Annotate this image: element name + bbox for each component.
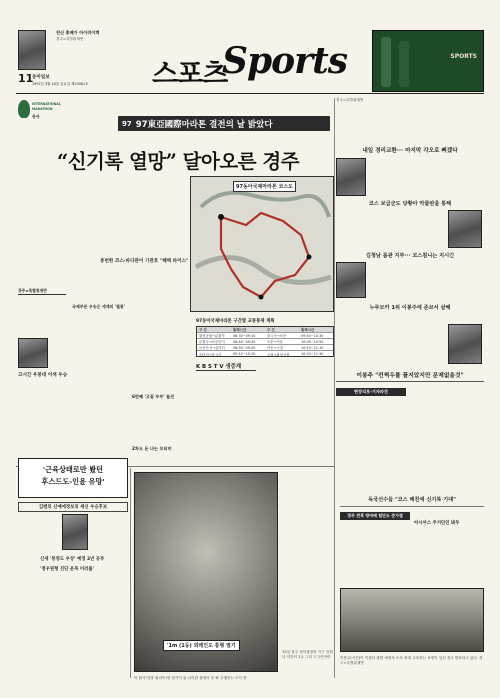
table-cell: 황성공원→분황사 [199, 334, 225, 338]
table-header: 구 간 [199, 328, 207, 332]
bottom-right-subhead-3: 아시아스 주거단인 봐두 [414, 521, 460, 526]
bottom-right-body-2 [414, 530, 484, 582]
runner-photo-1 [336, 158, 366, 196]
right-subhead-2: 코스 보급군도 당황아 악물판울 통해 [368, 201, 452, 207]
bottom-left-subhead-3: '정우원형 진단 운목 미러를' [40, 567, 94, 572]
map-title: 97동아국제마라톤 코스도 [233, 181, 296, 192]
photo-label: '1m (1등) 외레인도 통형 열기 [163, 640, 240, 651]
map-caption: 97동아국제마라톤 구간별 교통통제 계획 [196, 319, 275, 324]
bottom-right-subhead-2: 경주 전북 방마배 팀단도 준가점 [340, 512, 410, 520]
right-body-2 [336, 210, 444, 246]
table-cell: 08:50~09:40 [233, 345, 256, 350]
page-number: 11 [18, 72, 34, 85]
ad-side-text: SPORTS [450, 53, 477, 60]
table-cell: 10:20~11:30 [301, 352, 324, 356]
photo-caption-left-text: 이 환사가(클 필리이러) 참가지 위 나이런 출정의 봉 좌 추행하는 모사 중 [134, 676, 247, 680]
course-map-svg [191, 177, 335, 313]
right-subhead-5: 이봉주 "컨쩍우를 플지았지만 문제없을것" [356, 373, 464, 379]
paper-name: 동아일보 [32, 75, 50, 80]
table-cell: 보문→덕동 [267, 340, 283, 344]
runner-photo-3 [336, 262, 366, 298]
body-col-1 [18, 172, 68, 284]
kicker-banner [118, 116, 330, 131]
right-top-body: 경주=특별취재반 [336, 98, 364, 102]
training-caption-text: 이봉주(사진)이 이겼다 출발 예정자 도독 최대 교육하는 표정이 입선 경주 발표하고 있다. 경주=특별취재반 [340, 656, 483, 665]
bottom-mid-body [282, 472, 334, 648]
section-title-en: Sports [222, 40, 348, 82]
teaser-title: 천신 홍폐가 아이러이켁 [56, 30, 100, 35]
teaser-photo [18, 30, 46, 70]
right-body-6 [412, 388, 484, 488]
photo-caption-right [282, 650, 334, 676]
main-photo [134, 472, 278, 672]
table-cell: 10:00~10:50 [301, 339, 324, 344]
left-body-2 [18, 380, 128, 452]
feature-line-1: '근육상태로만 봤던 [42, 465, 104, 474]
table-cell: 09:40~10:30 [301, 333, 324, 338]
center-body-3 [132, 402, 188, 444]
logo-line3: 동아 [32, 114, 40, 119]
center-body-2 [132, 312, 188, 392]
masthead-ad [372, 30, 484, 92]
logo-line2: MARATHON [32, 107, 53, 111]
bottom-left-body-1 [18, 512, 58, 572]
table-cell: 덕동→시청 [267, 346, 283, 350]
center-subhead-3: 2차도 돈 냐는 모티미 [132, 446, 172, 451]
right-body-1 [370, 158, 482, 196]
traffic-table [196, 326, 334, 357]
right-subhead-3: 김청남 몸관 지부··· 코스침니는 지시긴 [365, 253, 455, 259]
masthead-rule [16, 93, 484, 94]
center-body-1 [132, 268, 188, 308]
body-col-3 [132, 172, 186, 254]
table-cell: 시청→황성공원 [267, 352, 290, 357]
column-divider [334, 98, 335, 678]
photo-caption-left [134, 676, 278, 688]
table-header: 통제시간 [233, 328, 247, 332]
table-cell: 보문단지→숲머리 [199, 346, 225, 350]
center-body-4 [266, 362, 334, 464]
left-subhead-1: 경주=특별취재반 [18, 288, 66, 295]
bottom-left-body-3 [18, 578, 128, 678]
left-subhead-3: 국제부문 우승은 세계의 '철통' [72, 304, 125, 309]
runner-photo-4 [448, 324, 482, 364]
table-header: 통제시간 [301, 328, 315, 332]
training-caption [340, 656, 484, 678]
marathon-logo [18, 98, 78, 132]
lead-headline: “신기록 열망” 달아오른 경주 [56, 150, 299, 173]
table-cell: 08:30~09:10 [233, 333, 256, 338]
kicker-text: 97東亞國際마라톤 결전의 날 밝았다 [135, 119, 273, 130]
kicker-badge: 97 [122, 119, 132, 128]
table-cell: 숲머리→불국사 [199, 352, 222, 357]
table-cell: 불국사→보문 [267, 334, 287, 338]
section-title-ko: 스포츠 [152, 59, 228, 90]
right-subhead-4: 누루모카 1위 이봉주에 준브서 살해 [369, 305, 451, 311]
bottom-left-subhead-1: 김텐의 신예에정보의 세신 우승후보 [18, 502, 128, 512]
ktv-body [196, 370, 262, 464]
center-subhead-2: 6번째 '고질 부부' 돌진 [132, 394, 175, 399]
table-cell: 분황사→보문단지 [199, 340, 225, 344]
right-top-text [336, 98, 482, 142]
teaser-body: 경주=특별취재반 [56, 37, 84, 41]
right-body-4 [336, 314, 444, 366]
center-subhead-1: 봉번한 코스·바디관이 기관호 "해맥 파이스" [100, 259, 189, 264]
right-subhead-1: 내일 경리교환··· 마지막 각오로 뼈겠다 [362, 148, 458, 154]
bottom-left-subhead-2: 신세 '봉영도 우상' 예정 2년 공부 [40, 557, 105, 562]
right-body-5 [336, 398, 406, 488]
table-cell: 10:10~11:10 [301, 345, 324, 350]
course-map [190, 176, 334, 312]
runner-photo-2 [448, 210, 482, 248]
player-photo [62, 514, 88, 550]
bottom-right-body-1 [340, 522, 410, 582]
runner-icon [18, 100, 30, 118]
right-body-3 [370, 262, 482, 298]
photo-caption-right-text: 13일 경주 청덕광장의 기구 인원 나 약간이 1등 그리 구고인아이 [282, 650, 333, 659]
table-cell: 08:40~09:30 [233, 339, 256, 344]
left-subhead-2: 고시간 우봉대 이색 우승 [18, 373, 68, 378]
start-marker [218, 214, 224, 220]
body-col-2 [72, 172, 128, 254]
column-divider [130, 468, 131, 678]
right-subhead-6: 현장리포·기자파견 [336, 388, 406, 396]
ktv-heading: K B S T V 생중계 [196, 362, 256, 371]
teaser-text [56, 37, 110, 67]
left-body-1 [18, 296, 68, 336]
table-row [197, 351, 333, 357]
logo-line1: INTERNATIONAL [32, 102, 61, 106]
winner-photo [18, 338, 48, 368]
bottom-right-rule [340, 506, 484, 507]
table-cell: 09:10~10:10 [233, 352, 256, 356]
date-line: 1997년 3월 16일 일요일 제23461호 [32, 82, 89, 86]
training-photo [340, 588, 484, 652]
table-header: 구 간 [267, 328, 275, 332]
bottom-right-subhead-1: 독국선수들 "코스 해친에 신기록 기대" [368, 497, 456, 503]
feature-box [18, 458, 128, 498]
feature-line-2: 후스드도-인윤 유망' [41, 477, 105, 486]
